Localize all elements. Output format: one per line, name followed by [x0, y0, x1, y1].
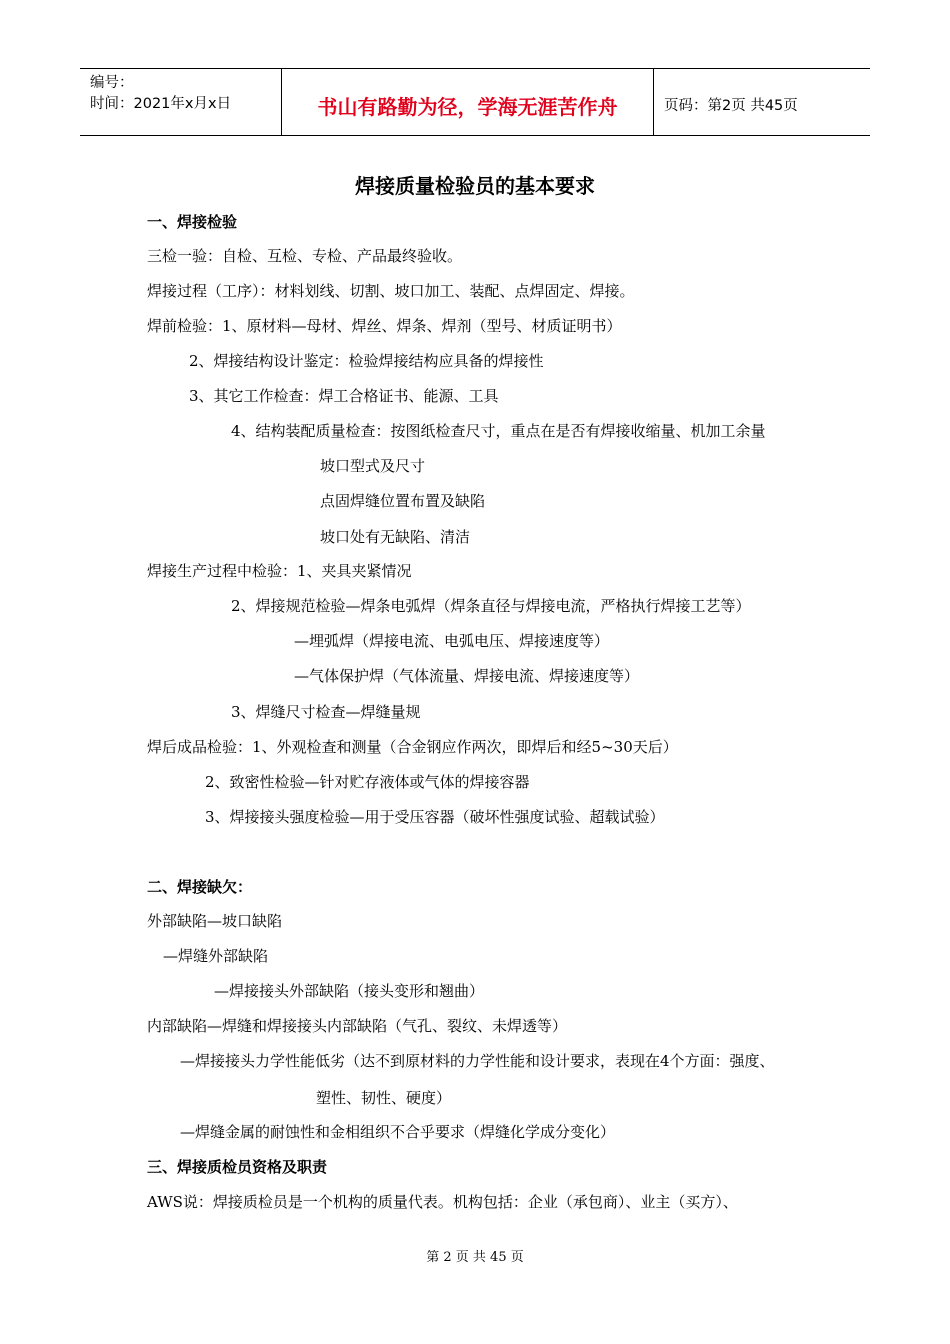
motto: 书山有路勤为径，学海无涯苦作舟: [282, 69, 654, 135]
text-line: 3、焊缝尺寸检查—焊缝量规: [231, 703, 421, 721]
text-line: 2、焊接结构设计鉴定：检验焊接结构应具备的焊接性: [189, 352, 544, 370]
text-line: 外部缺陷—坡口缺陷: [147, 912, 283, 930]
text-line: 塑性、韧性、硬度）: [316, 1089, 452, 1107]
text-line: AWS说：焊接质检员是一个机构的质量代表。机构包括：企业（承包商）、业主（买方）、: [147, 1193, 738, 1211]
text-line: —焊缝外部缺陷: [163, 947, 269, 965]
number-label: 编号：: [90, 75, 134, 91]
text-line: 焊前检验：1、原材料—母材、焊丝、焊条、焊剂（型号、材质证明书）: [147, 317, 622, 335]
text-line: 三检一验：自检、互检、专检、产品最终验收。: [147, 247, 463, 265]
page-footer: 第 2 页 共 45 页: [426, 1250, 524, 1265]
text-line: —焊接接头力学性能低劣（达不到原材料的力学性能和设计要求，表现在4个方面：强度、: [180, 1052, 775, 1070]
text-line: 2、致密性检验—针对贮存液体或气体的焊接容器: [205, 773, 530, 791]
text-line: 焊后成品检验：1、外观检查和测量（合金钢应作两次，即焊后和经5~30天后）: [147, 738, 678, 756]
text-line: 3、其它工作检查：焊工合格证书、能源、工具: [189, 387, 499, 405]
text-line: 焊接生产过程中检验：1、夹具夹紧情况: [147, 562, 412, 580]
text-line: —气体保护焊（气体流量、焊接电流、焊接速度等）: [294, 667, 640, 685]
text-line: 内部缺陷—焊缝和焊接接头内部缺陷（气孔、裂纹、未焊透等）: [147, 1017, 568, 1035]
text-line: 焊接过程（工序）：材料划线、切割、坡口加工、装配、点焊固定、焊接。: [147, 282, 635, 300]
page-info: 页码：第2页 共45页: [664, 97, 798, 114]
document-title: 焊接质量检验员的基本要求: [355, 174, 595, 198]
text-line: 坡口型式及尺寸: [320, 457, 426, 475]
text-line: —焊缝金属的耐蚀性和金相组织不合乎要求（焊缝化学成分变化）: [180, 1123, 616, 1141]
text-line: 坡口处有无缺陷、清洁: [320, 528, 471, 546]
section-heading-1: 一、焊接检验: [147, 213, 238, 231]
time-label: 时间：2021年x月x日: [90, 96, 232, 112]
text-line: —埋弧焊（焊接电流、电弧电压、焊接速度等）: [294, 632, 610, 650]
section-heading-3: 三、焊接质检员资格及职责: [147, 1158, 328, 1176]
text-line: 点固焊缝位置布置及缺陷: [320, 492, 486, 510]
text-line: 2、焊接规范检验—焊条电弧焊（焊条直径与焊接电流，严格执行焊接工艺等）: [231, 597, 751, 615]
section-heading-2: 二、焊接缺欠：: [147, 878, 253, 896]
header-table: [80, 68, 870, 136]
text-line: —焊接接头外部缺陷（接头变形和翘曲）: [214, 982, 485, 1000]
text-line: 4、结构装配质量检查：按图纸检查尺寸，重点在是否有焊接收缩量、机加工余量: [231, 422, 766, 440]
text-line: 3、焊接接头强度检验—用于受压容器（破坏性强度试验、超载试验）: [205, 808, 665, 826]
header-left-cell: [80, 69, 282, 135]
